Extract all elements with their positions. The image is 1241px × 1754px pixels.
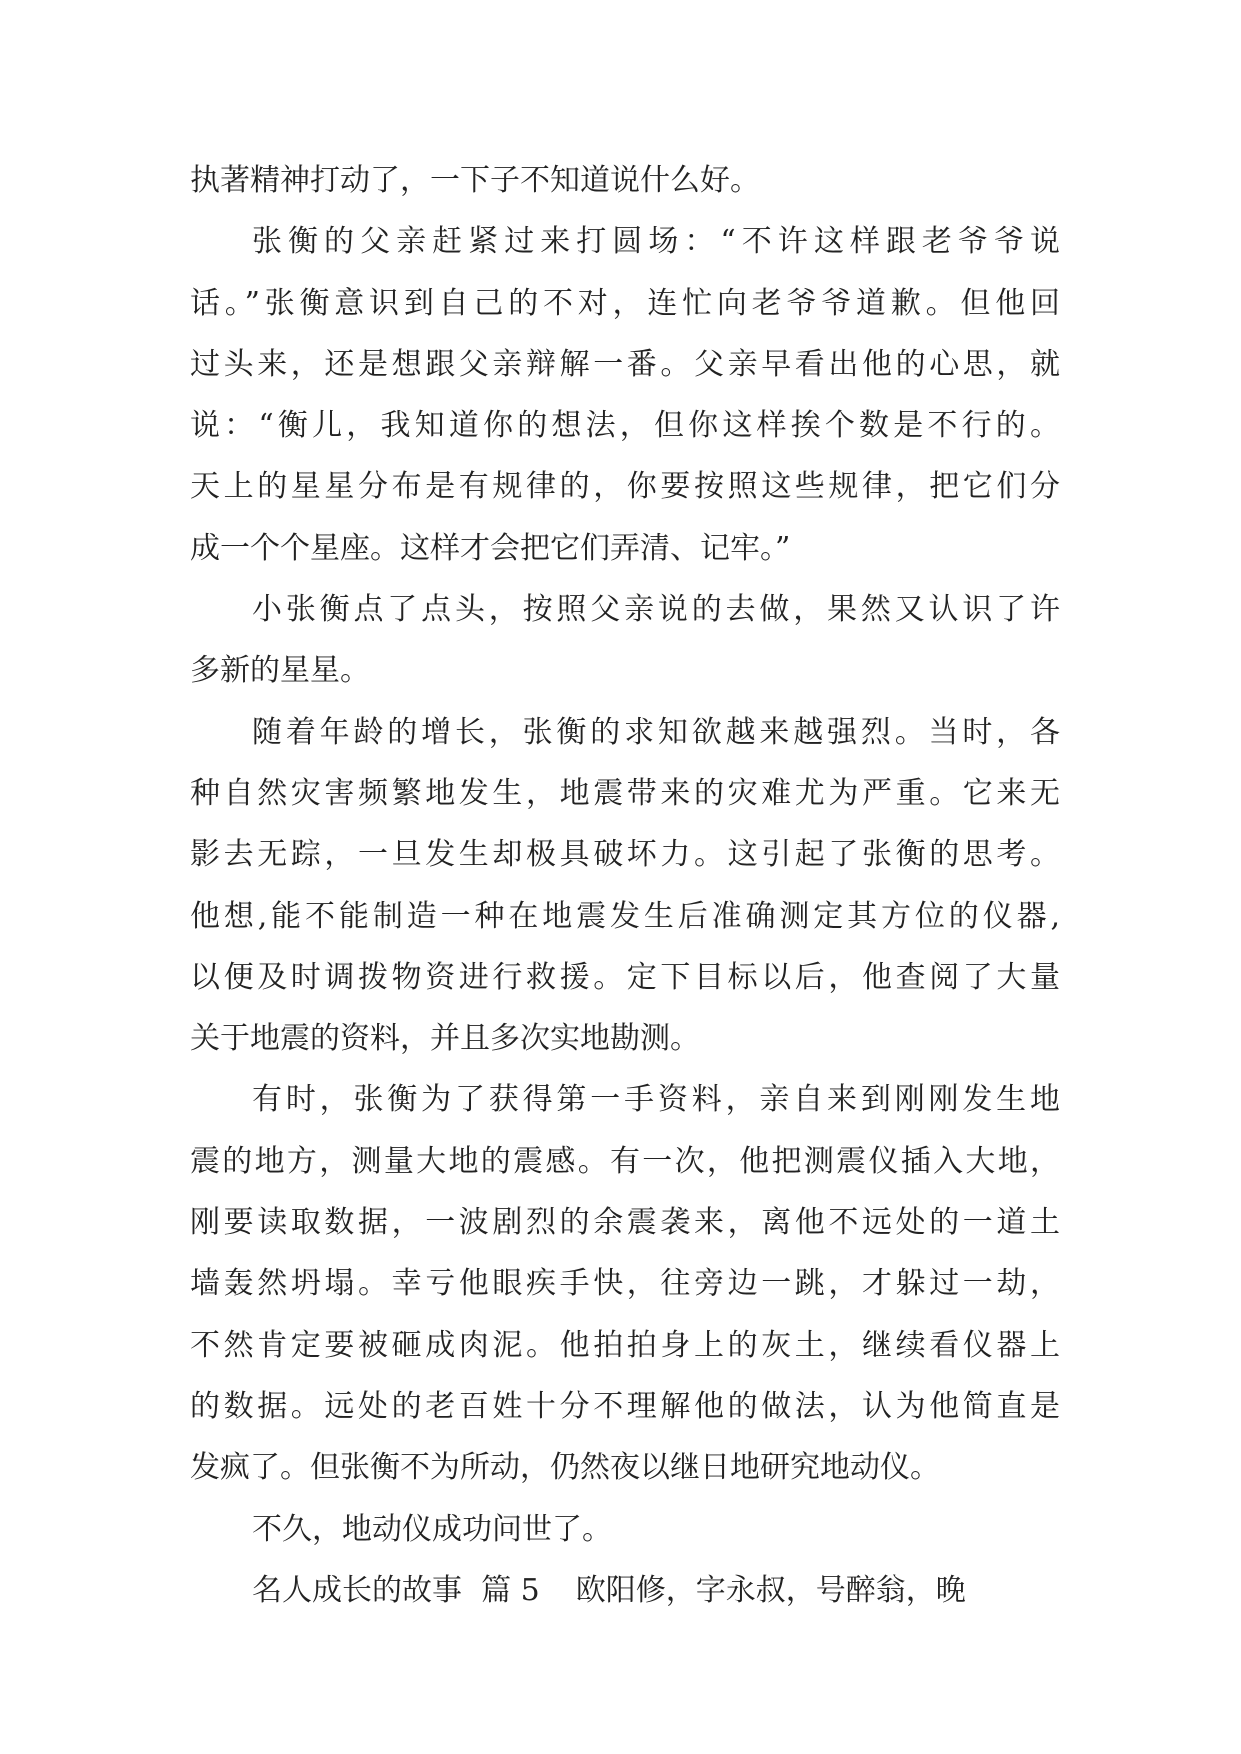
text-line: 以便及时调拨物资进行救援。定下目标以后，他查阅了大量 (190, 959, 1060, 995)
text-line: 的数据。远处的老百姓十分不理解他的做法，认为他简直是 (190, 1388, 1060, 1424)
paragraph (190, 1069, 1060, 1498)
text-line: 随着年龄的增长，张衡的求知欲越来越强烈。当时，各 (252, 714, 1060, 750)
text-line: 多新的星星。 (190, 653, 370, 689)
text-line: 震的地方，测量大地的震感。有一次，他把测震仪插入大地， (190, 1143, 1060, 1179)
paragraph (190, 150, 1060, 211)
text-line: 有时，张衡为了获得第一手资料，亲自来到刚刚发生地 (252, 1082, 1060, 1118)
text-line: 天上的星星分布是有规律的，你要按照这些规律，把它们分 (190, 469, 1060, 505)
text-line: 发疯了。但张衡不为所动，仍然夜以继日地研究地动仪。 (190, 1450, 940, 1486)
paragraph (190, 702, 1060, 1070)
body-text (190, 150, 1060, 1621)
text-line: 墙轰然坍塌。幸亏他眼疾手快，往旁边一跳，才躲过一劫， (190, 1266, 1060, 1302)
text-line: 不久，地动仪成功问世了。 (252, 1511, 612, 1547)
text-line: 执著精神打动了，一下子不知道说什么好。 (190, 163, 760, 198)
text-line: 关于地震的资料，并且多次实地勘测。 (190, 1021, 700, 1057)
section-heading: 名人成长的故事 篇 5 (252, 1572, 540, 1608)
text-line: 话。”张衡意识到自己的不对，连忙向老爷爷道歉。但他回 (190, 285, 1060, 321)
text-line: 他想,能不能制造一种在地震发生后准确测定其方位的仪器, (190, 898, 1060, 934)
paragraph (190, 211, 1060, 579)
text-line: 不然肯定要被砸成肉泥。他拍拍身上的灰土，继续看仪器上 (190, 1327, 1060, 1363)
text-line: 成一个个星座。这样才会把它们弄清、记牢。” (190, 530, 791, 566)
text-line: 影去无踪，一旦发生却极具破坏力。这引起了张衡的思考。 (190, 837, 1060, 873)
text-line: 过头来，还是想跟父亲辩解一番。父亲早看出他的心思，就 (190, 346, 1060, 382)
text-line: 说：“衡儿，我知道你的想法，但你这样挨个数是不行的。 (190, 408, 1060, 444)
text-line: 张衡的父亲赶紧过来打圆场：“不许这样跟老爷爷说 (252, 224, 1060, 260)
text-line: 小张衡点了点头，按照父亲说的去做，果然又认识了许 (252, 592, 1060, 628)
paragraph (190, 579, 1060, 702)
text-line: 种自然灾害频繁地发生，地震带来的灾难尤为严重。它来无 (190, 775, 1060, 811)
section-start-text: 欧阳修，字永叔，号醉翁，晚 (575, 1572, 966, 1608)
section-heading-line (190, 1560, 1060, 1621)
text-line: 刚要读取数据，一波剧烈的余震袭来，离他不远处的一道土 (190, 1205, 1060, 1241)
paragraph (190, 1499, 1060, 1560)
